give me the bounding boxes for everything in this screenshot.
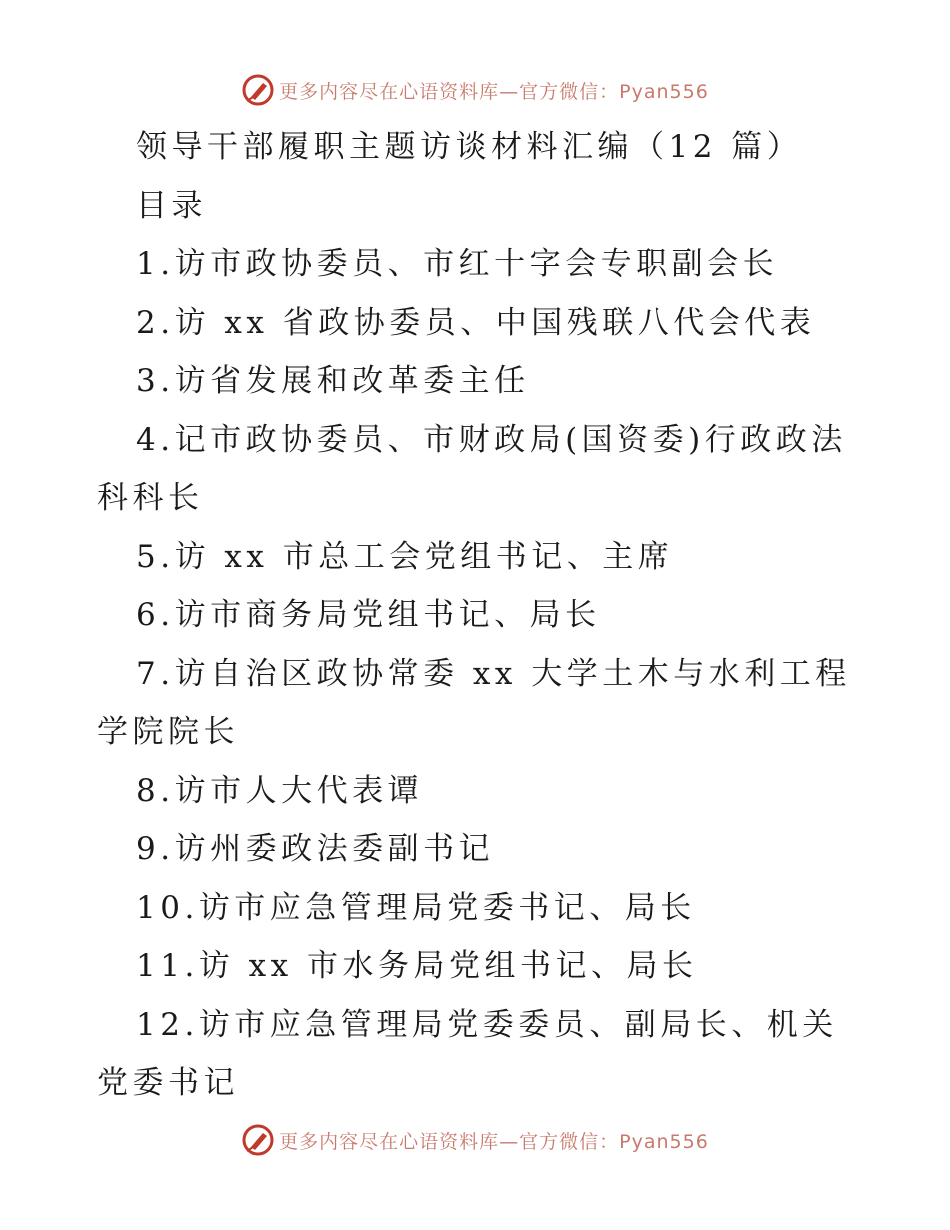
header-watermark [0,70,950,110]
toc-item: 12.访市应急管理局党委委员、副局长、机关党委书记 [97,1006,838,1101]
document-title: 领导干部履职主题访谈材料汇编（12 篇） [136,129,803,165]
document-body [97,118,857,1113]
pen-logo-icon [241,73,275,107]
toc-item: 6.访市商务局党组书记、局长 [136,597,601,633]
toc-item: 11.访 xx 市水务局党组书记、局长 [136,948,698,984]
watermark-text: 更多内容尽在心语资料库—官方微信：Pyan556 [279,80,709,103]
toc-item: 10.访市应急管理局党委书记、局长 [136,889,696,926]
pen-logo-icon [241,1123,275,1157]
toc-item: 7.访自治区政协常委 xx 大学土木与水利工程学院院长 [97,655,851,750]
toc-item: 3.访省发展和改革委主任 [136,363,530,399]
toc-item: 9.访州委政法委副书记 [136,831,495,867]
watermark-text: 更多内容尽在心语资料库—官方微信：Pyan556 [279,1130,709,1153]
toc-item: 2.访 xx 省政协委员、中国残联八代会代表 [136,304,816,341]
toc-item: 5.访 xx 市总工会党组书记、主席 [136,538,674,575]
toc-item: 1.访市政协委员、市红十字会专职副会长 [136,246,779,282]
toc-item: 8.访市人大代表谭 [136,772,424,809]
toc-heading: 目录 [136,187,207,224]
footer-watermark [0,1120,950,1160]
toc-item: 4.记市政协委员、市财政局(国资委)行政政法科科长 [97,421,847,516]
